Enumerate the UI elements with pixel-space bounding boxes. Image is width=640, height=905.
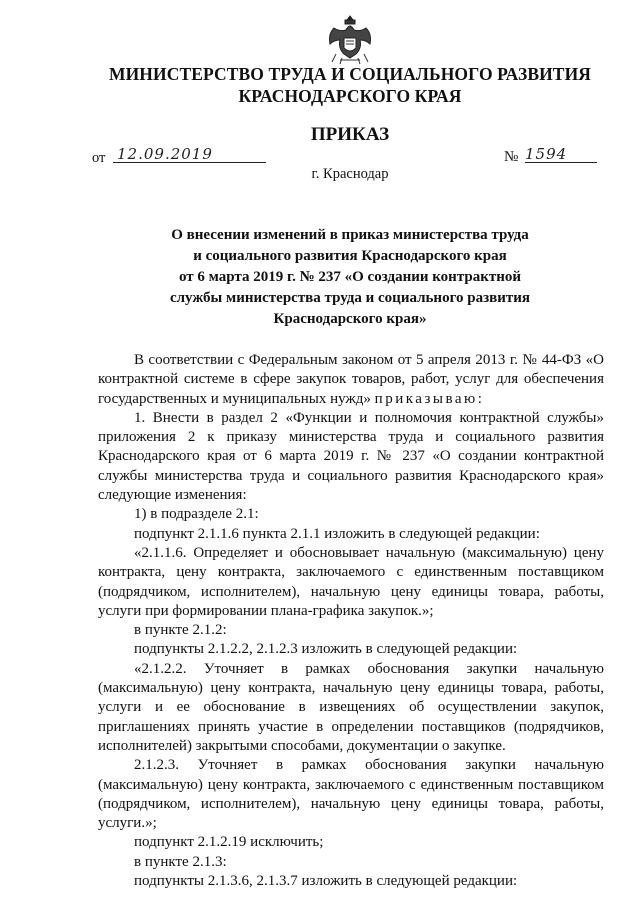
ministry-name-line1: МИНИСТЕРСТВО ТРУДА И СОЦИАЛЬНОГО РАЗВИТИЯ <box>108 64 592 84</box>
order-subject <box>0 225 640 330</box>
number-value: 1594 <box>525 145 568 163</box>
body-paragraph: подпункты 2.1.3.6, 2.1.3.7 изложить в следующей редакции: <box>134 873 518 890</box>
city-label: г. Краснодар <box>311 166 389 182</box>
body-paragraph: 1) в подразделе 2.1: <box>134 506 259 523</box>
body-paragraph: подпункт 2.1.2.19 исключить; <box>134 834 324 851</box>
ministry-name-line2: КРАСНОДАРСКОГО КРАЯ <box>238 86 462 106</box>
coat-of-arms-icon <box>326 14 374 66</box>
subject-line: и социального развития Краснодарского края <box>193 248 507 264</box>
body-paragraph <box>98 351 604 409</box>
order-body <box>98 351 604 891</box>
date-prefix: от <box>92 150 106 166</box>
body-paragraph: 1. Внести в раздел 2 «Функции и полномочия контрактной службы» приложения 2 к приказу министерства труда и социального развития Краснодарского края от 6 марта 2019 г. № 237 «О создании контрактной службы министерства труда и социального развития Краснодарского края» следующие изменения: <box>98 409 604 504</box>
body-paragraph: «2.1.2.2. Уточняет в рамках обоснования закупки начальную (максимальную) цену контракта, начальную цену единицы товара, работы, услуги и ее обоснование в извещениях об осуществлении закупок, приглашениях принять участие в определении поставщиков (подрядчиков, исполнителей) закрытыми способами, документации о закупке. <box>98 660 604 754</box>
subject-line: службы министерства труда и социального развития <box>169 290 531 306</box>
body-paragraph: в пункте 2.1.3: <box>134 853 227 870</box>
body-paragraph: в пункте 2.1.2: <box>134 622 227 639</box>
preamble-text: В соответствии с Федеральным законом от 5 апреля 2013 г. № 44-ФЗ «О контрактной системе в сфере закупок товаров, работ, услуг для обеспечения государственных и муниципальных нужд» <box>98 352 604 407</box>
document-type-title: ПРИКАЗ <box>310 124 390 145</box>
subject-line: от 6 марта 2019 г. № 237 «О создании контрактной <box>178 269 522 285</box>
body-paragraph: «2.1.1.6. Определяет и обосновывает начальную (максимальную) цену контракта, цену контракта, заключаемого с единственным поставщиком (подрядчиком, исполнителем), начальную цену единицы товара, работы, услуги при формировании плана-графика закупок.»; <box>98 544 604 619</box>
date-value: 12.09.2019 <box>117 145 213 163</box>
date-field <box>113 145 266 163</box>
subject-line: Краснодарского края» <box>273 311 427 327</box>
order-verb: приказываю: <box>374 390 485 407</box>
number-field <box>525 145 597 163</box>
body-paragraph: подпункты 2.1.2.2, 2.1.2.3 изложить в следующей редакции: <box>134 641 518 658</box>
body-paragraph: 2.1.2.3. Уточняет в рамках обоснования закупки начальную (максимальную) цену контракта, заключаемого с единственным поставщиком (подрядчиком, исполнителем), начальную цену единицы товара, работы, услуги.»; <box>98 757 604 832</box>
subject-line: О внесении изменений в приказ министерства труда <box>171 227 529 243</box>
body-paragraph: подпункт 2.1.1.6 пункта 2.1.1 изложить в следующей редакции: <box>134 525 540 542</box>
number-prefix: № <box>504 149 519 165</box>
